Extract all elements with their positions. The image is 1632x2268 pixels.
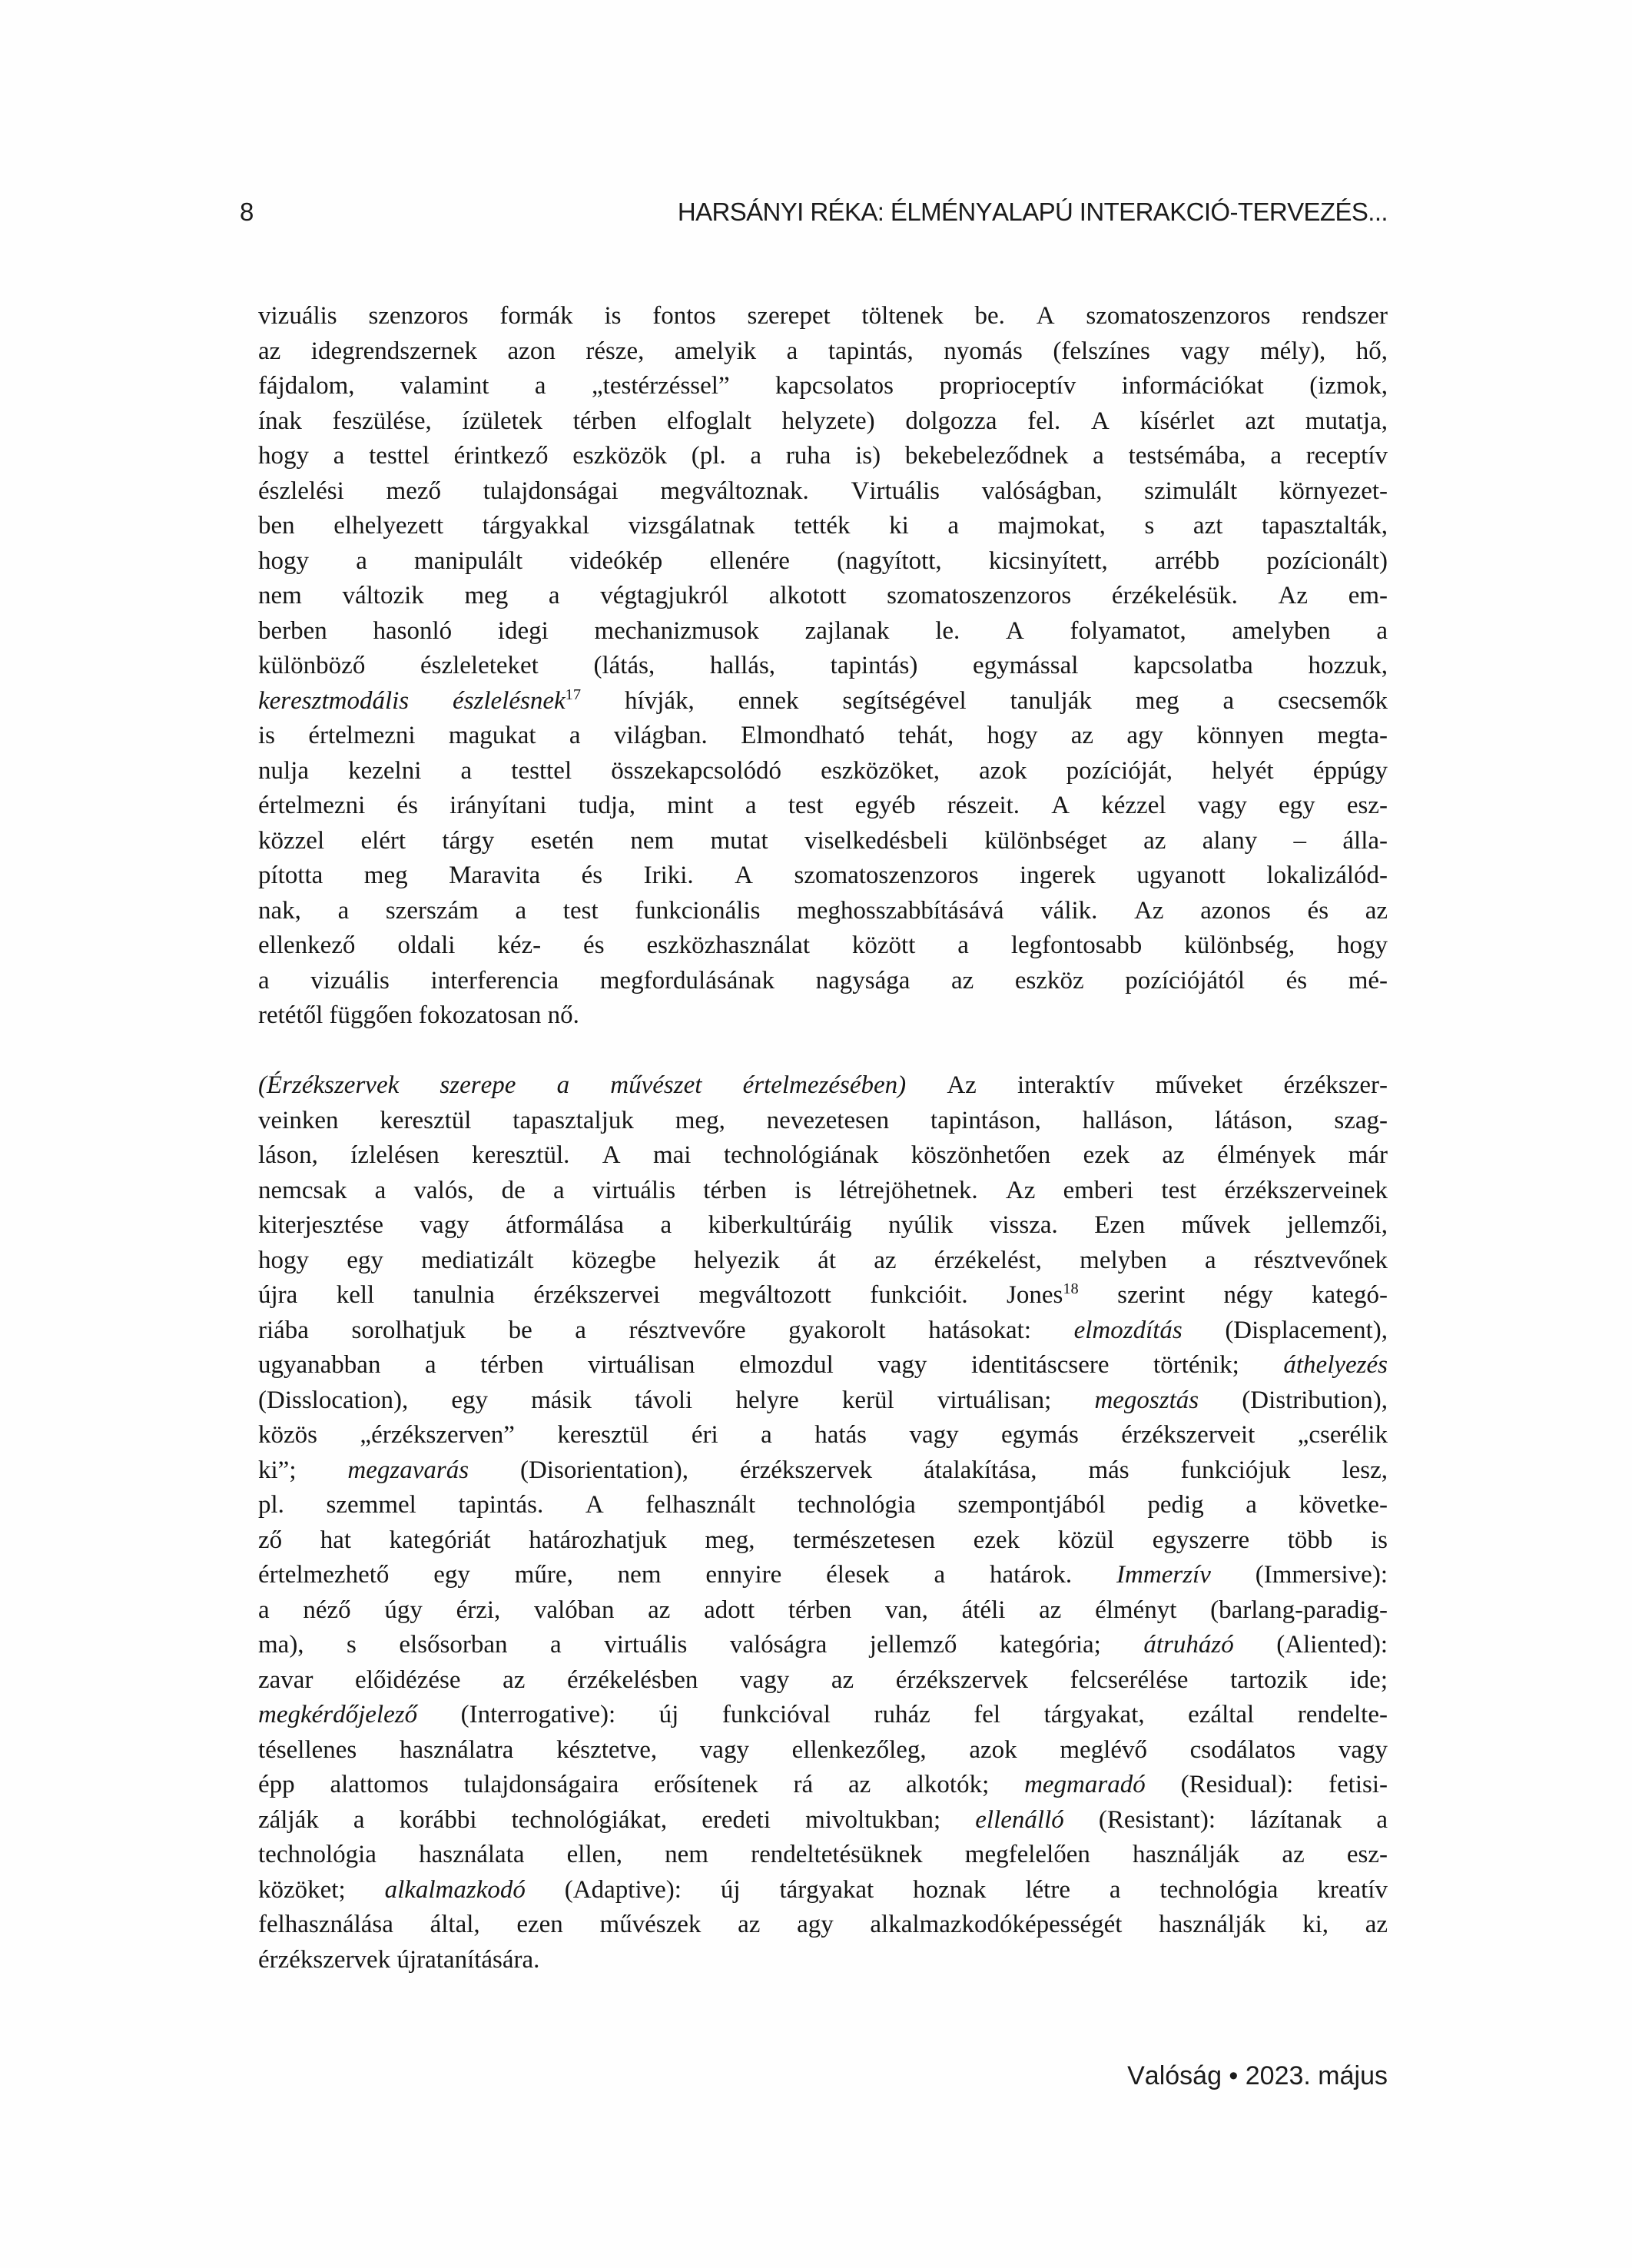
text-segment: megkérdőjelező	[258, 1701, 418, 1728]
text-segment: (Resistant): lázítanak a	[1063, 1805, 1388, 1834]
text-segment: kiterjesztése vagy átformálása a kiberkultúráig nyúlik vissza. Ezen művek jellemzői,	[258, 1211, 1388, 1239]
text-segment: elmozdítás	[1073, 1316, 1183, 1344]
text-line	[258, 1138, 1388, 1174]
journal-footer-text: Valóság • 2023. május	[1127, 2061, 1388, 2090]
text-segment: (Aliented):	[1233, 1631, 1388, 1659]
text-segment: nulja kezelni a testtel összekapcsolódó eszközöket, azok pozícióját, helyét éppúgy	[258, 756, 1388, 785]
text-segment: hogy a testtel érintkező eszközök (pl. a ruha is) bekebeleződnek a testsémába, a receptív	[258, 442, 1388, 470]
text-segment: veinken keresztül tapasztaljuk meg, nevezetesen tapintáson, halláson, látáson, szag-	[258, 1106, 1388, 1134]
text-line	[258, 1453, 1388, 1489]
text-segment: retétől függően fokozatosan nő.	[258, 1001, 579, 1029]
text-line	[258, 964, 1388, 999]
footnote-reference: 18	[1063, 1280, 1079, 1297]
text-line	[258, 474, 1388, 510]
text-segment: (Disslocation), egy másik távoli helyre kerül virtuálisan;	[258, 1386, 1095, 1414]
text-line	[258, 789, 1388, 824]
text-segment: a néző úgy érzi, valóban az adott térben van, átéli az élményt (barlang-paradig-	[258, 1596, 1388, 1624]
text-line	[258, 754, 1388, 789]
paragraph	[258, 299, 1388, 1034]
text-segment: hívják, ennek segítségével tanulják meg a csecsemők	[581, 686, 1388, 715]
text-segment: ugyanabban a térben virtuálisan elmozdul vagy identitáscsere történik;	[258, 1351, 1284, 1379]
text-segment: zálják a korábbi technológiákat, eredeti mivoltukban;	[258, 1805, 976, 1834]
text-line	[258, 1174, 1388, 1209]
text-segment: (Disorientation), érzékszervek átalakítása, más funkciójuk lesz,	[469, 1456, 1388, 1484]
text-segment: nak, a szerszám a test funkcionális meghosszabbításává válik. Az azonos és az	[258, 896, 1388, 925]
text-segment: áthelyezés	[1283, 1351, 1388, 1379]
footnote-reference: 17	[565, 686, 582, 703]
text-segment: (Immersive):	[1210, 1561, 1388, 1589]
text-line	[258, 1768, 1388, 1803]
text-line	[258, 404, 1388, 440]
text-segment: berben hasonló idegi mechanizmusok zajlanak le. A folyamatot, amelyben a	[258, 616, 1388, 645]
text-line	[258, 1593, 1388, 1629]
text-segment: technológia használata ellen, nem rendeltetésüknek megfelelően használják az esz-	[258, 1841, 1388, 1868]
text-line	[258, 1348, 1388, 1383]
text-segment: hogy egy mediatizált közegbe helyezik át az érzékelést, melyben a résztvevőnek	[258, 1246, 1388, 1274]
text-segment: zavar előidézése az érzékelésben vagy az érzékszervek felcserélése tartozik ide;	[258, 1665, 1388, 1694]
page-header	[240, 198, 1388, 227]
text-segment: ben elhelyezett tárgyakkal vizsgálatnak tették ki a majmokat, s azt tapasztalták,	[258, 512, 1388, 540]
text-segment: újra kell tanulnia érzékszervei megváltozott funkcióit. Jones	[258, 1281, 1063, 1309]
text-line	[258, 1523, 1388, 1559]
text-line	[258, 719, 1388, 754]
paragraph	[258, 1068, 1388, 1977]
text-segment: ínak feszülése, ízületek térben elfoglalt helyzete) dolgozza fel. A kísérlet azt mutatja,	[258, 407, 1388, 435]
text-segment: közös „érzékszerven” keresztül éri a hatás vagy egymás érzékszerveit „cserélik	[258, 1421, 1388, 1449]
text-segment: (Residual): fetisi-	[1145, 1771, 1388, 1798]
text-line	[258, 928, 1388, 964]
text-segment: tésellenes használatra késztetve, vagy ellenkezőleg, azok meglévő csodálatos vagy	[258, 1735, 1388, 1764]
text-segment: az idegrendszernek azon része, amelyik a tapintás, nyomás (felszínes vagy mély), hő,	[258, 337, 1388, 365]
text-segment: érzékszervek újratanítására.	[258, 1945, 540, 1974]
text-line	[258, 299, 1388, 334]
text-line	[258, 1418, 1388, 1453]
text-line	[258, 1698, 1388, 1733]
text-segment: ző hat kategóriát határozhatjuk meg, természetesen ezek közül egyszerre több is	[258, 1526, 1388, 1554]
text-line	[258, 1383, 1388, 1419]
text-line	[258, 684, 1388, 719]
text-line	[258, 1244, 1388, 1279]
text-line	[258, 439, 1388, 474]
text-line	[258, 998, 1388, 1034]
text-segment: (Interrogative): új funkcióval ruház fel tárgyakat, ezáltal rendelte-	[417, 1701, 1388, 1728]
text-segment: nemcsak a valós, de a virtuális térben is létrejöhetnek. Az emberi test érzékszerveinek	[258, 1176, 1388, 1204]
text-line	[258, 1803, 1388, 1838]
text-line	[258, 579, 1388, 614]
text-line	[258, 544, 1388, 579]
text-segment: értelmezhető egy műre, nem ennyire élesek a határok.	[258, 1561, 1117, 1589]
text-segment: alkalmazkodó	[384, 1875, 526, 1904]
text-line	[258, 649, 1388, 684]
text-segment: hogy a manipulált videókép ellenére (nagyított, kicsinyített, arrébb pozícionált)	[258, 546, 1388, 575]
text-line	[258, 369, 1388, 404]
page-footer	[1127, 2061, 1388, 2091]
text-line	[258, 1278, 1388, 1313]
text-line	[258, 1628, 1388, 1663]
text-segment: vizuális szenzoros formák is fontos szerepet töltenek be. A szomatoszenzoros rendszer	[258, 302, 1388, 330]
text-line	[258, 1488, 1388, 1523]
text-line	[258, 509, 1388, 544]
body-text	[258, 299, 1388, 1977]
text-line	[258, 1663, 1388, 1699]
text-segment: a vizuális interferencia megfordulásának nagysága az eszköz pozíciójától és mé-	[258, 966, 1388, 995]
text-segment: megzavarás	[347, 1456, 469, 1484]
text-segment: észlelési mező tulajdonságai megváltoznak. Virtuális valóságban, szimulált környezet-	[258, 477, 1388, 505]
text-segment: közöket;	[258, 1875, 385, 1904]
text-segment: ma), s elsősorban a virtuális valóságra jellemző kategória;	[258, 1631, 1144, 1659]
page-number: 8	[240, 198, 254, 226]
text-line	[258, 1908, 1388, 1943]
text-line	[258, 1943, 1388, 1978]
text-segment: ki”;	[258, 1456, 348, 1484]
text-segment: (Érzékszervek szerepe a művészet értelmezésében)	[258, 1071, 907, 1099]
text-line	[258, 858, 1388, 894]
text-segment: megosztás	[1094, 1386, 1199, 1414]
text-line	[258, 1104, 1388, 1139]
text-segment: keresztmodális észlelésnek	[258, 686, 566, 715]
text-line	[258, 1733, 1388, 1768]
text-line	[258, 894, 1388, 929]
text-segment: különböző észleleteket (látás, hallás, tapintás) egymással kapcsolatba hozzuk,	[258, 652, 1388, 679]
text-segment: ellenkező oldali kéz- és eszközhasználat között a legfontosabb különbség, hogy	[258, 931, 1388, 959]
text-line	[258, 1873, 1388, 1908]
text-segment: Immerzív	[1116, 1561, 1211, 1589]
text-line	[258, 824, 1388, 859]
text-segment: (Displacement),	[1182, 1316, 1388, 1344]
text-segment: közzel elért tárgy esetén nem mutat viselkedésbeli különbséget az alany – álla-	[258, 826, 1388, 855]
text-segment: épp alattomos tulajdonságaira erősítenek rá az alkotók;	[258, 1771, 1025, 1798]
text-line	[258, 334, 1388, 370]
text-segment: (Distribution),	[1199, 1386, 1388, 1414]
text-line	[258, 1068, 1388, 1104]
text-segment: szerint négy kategó-	[1078, 1281, 1388, 1309]
text-line	[258, 1838, 1388, 1873]
text-segment: megmaradó	[1024, 1771, 1146, 1798]
text-segment: értelmezni és irányítani tudja, mint a test egyéb részeit. A kézzel vagy egy esz-	[258, 792, 1388, 819]
text-segment: láson, ízlelésen keresztül. A mai technológiának köszönhetően ezek az élmények már	[258, 1141, 1388, 1169]
text-segment: pította meg Maravita és Iriki. A szomatoszenzoros ingerek ugyanott lokalizálód-	[258, 862, 1388, 889]
text-segment: Az interaktív műveket érzékszer-	[906, 1071, 1388, 1099]
text-segment: riába sorolhatjuk be a résztvevőre gyakorolt hatásokat:	[258, 1316, 1074, 1344]
text-segment: pl. szemmel tapintás. A felhasznált technológia szempontjából pedig a követke-	[258, 1491, 1388, 1519]
text-line	[258, 1313, 1388, 1349]
text-segment: nem változik meg a végtagjukról alkotott szomatoszenzoros érzékelésük. Az em-	[258, 582, 1388, 609]
running-title: HARSÁNYI RÉKA: ÉLMÉNYALAPÚ INTERAKCIÓ-TERVEZÉS...	[677, 198, 1388, 226]
text-segment: (Adaptive): új tárgyakat hoznak létre a technológia kreatív	[525, 1875, 1388, 1904]
text-segment: ellenálló	[975, 1805, 1064, 1834]
text-segment: felhasználása által, ezen művészek az agy alkalmazkodóképességét használják ki, az	[258, 1911, 1388, 1938]
text-segment: átruházó	[1143, 1631, 1234, 1659]
text-line	[258, 1208, 1388, 1244]
text-segment: is értelmezni magukat a világban. Elmondható tehát, hogy az agy könnyen megta-	[258, 722, 1388, 749]
text-line	[258, 1558, 1388, 1593]
text-segment: fájdalom, valamint a „testérzéssel” kapcsolatos proprioceptív információkat (izmok,	[258, 372, 1388, 400]
text-line	[258, 614, 1388, 649]
